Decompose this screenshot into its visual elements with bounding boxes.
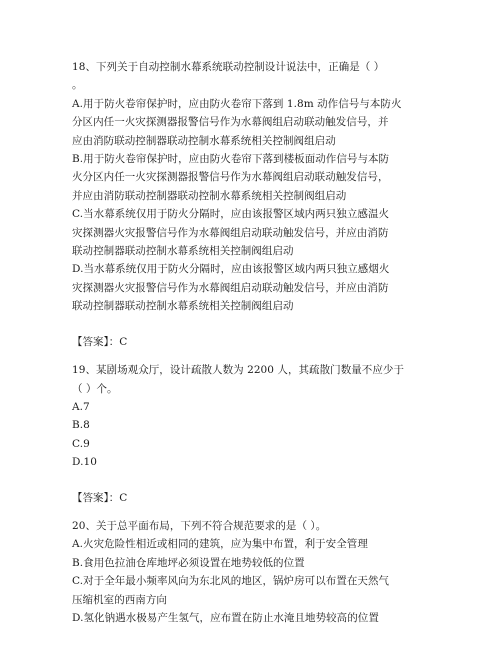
question-19-answer: 【答案】：C (72, 491, 128, 504)
option-line: 分区内任一火灾探测器报警信号作为水幕阀组启动联动触发信号，并 (72, 116, 389, 129)
option-line: A.用于防火卷帘保护时，应由防火卷帘下落到 1.8m 动作信号与本防火 (72, 97, 402, 110)
option-line: D.当水幕系统仅用于防火分隔时，应由该报警区域内两只独立感烟火 (72, 263, 390, 276)
option-line: 火分区内任一火灾探测器报警信号作为水幕阀组启动联动触发信号， (72, 171, 389, 184)
question-19-stem-line-2: （ ）个。 (72, 382, 118, 395)
option-line: 应由消防联动控制器联动控制水幕系统相关控制阀组启动 (72, 134, 336, 147)
question-19 (72, 361, 432, 471)
question-18-option-a (72, 95, 432, 150)
question-19-option-b: B.8 (72, 419, 90, 432)
question-20-option-a: A.火灾危险性相近或相同的建筑，应为集中布置，利于安全管理 (72, 538, 368, 551)
question-20 (72, 517, 432, 627)
question-20-option-d: D.氢化钠遇水极易产生氢气，应布置在防止水淹且地势较高的位置 (72, 611, 379, 624)
option-line: B.用于防火卷帘保护时，应由防火卷帘下落到楼板面动作信号与本防 (72, 153, 390, 166)
question-19-stem-line-1: 19、某剧场观众厅，设计疏散人数为 2200 人，其疏散门数量不应少于 (72, 364, 405, 377)
option-line: C.当水幕系统仅用于防火分隔时，应由该报警区域内两只独立感温火 (72, 208, 390, 221)
option-line: 并应由消防联动控制器联动控制水幕系统相关控制阀组启动 (72, 189, 347, 202)
question-20-option-c (72, 572, 432, 609)
option-line: 联动控制器联动控制水幕系统相关控制阀组启动 (72, 300, 294, 313)
question-18-option-d (72, 260, 432, 315)
question-20-stem-line-1: 20、关于总平面布局，下列不符合规范要求的是（ ）。 (72, 519, 327, 532)
option-line: 灾探测器火灾报警信号作为水幕阀组启动联动触发信号，并应由消防 (72, 281, 389, 294)
question-18-option-b (72, 150, 432, 205)
question-18-stem-line-2: 。 (72, 79, 83, 92)
question-19-option-a: A.7 (72, 400, 90, 413)
question-19-option-c: C.9 (72, 437, 90, 450)
question-18 (72, 58, 432, 316)
option-line: 联动控制器联动控制水幕系统相关控制阀组启动 (72, 245, 294, 258)
exam-page (72, 58, 432, 627)
question-20-option-b: B.食用色拉油仓库地坪必须设置在地势较低的位置 (72, 556, 305, 569)
question-18-option-c (72, 205, 432, 260)
question-18-answer: 【答案】：C (72, 335, 128, 348)
question-19-option-d: D.10 (72, 456, 97, 469)
question-18-stem-line-1: 18、下列关于自动控制水幕系统联动控制设计说法中，正确是（ ） (72, 61, 385, 73)
option-line: 压缩机室的西南方向 (72, 593, 167, 606)
option-line: 灾探测器火灾报警信号作为水幕阀组启动联动触发信号，并应由消防 (72, 226, 389, 239)
option-line: C.对于全年最小频率风向为东北风的地区，锅炉房可以布置在天然气 (72, 575, 390, 588)
